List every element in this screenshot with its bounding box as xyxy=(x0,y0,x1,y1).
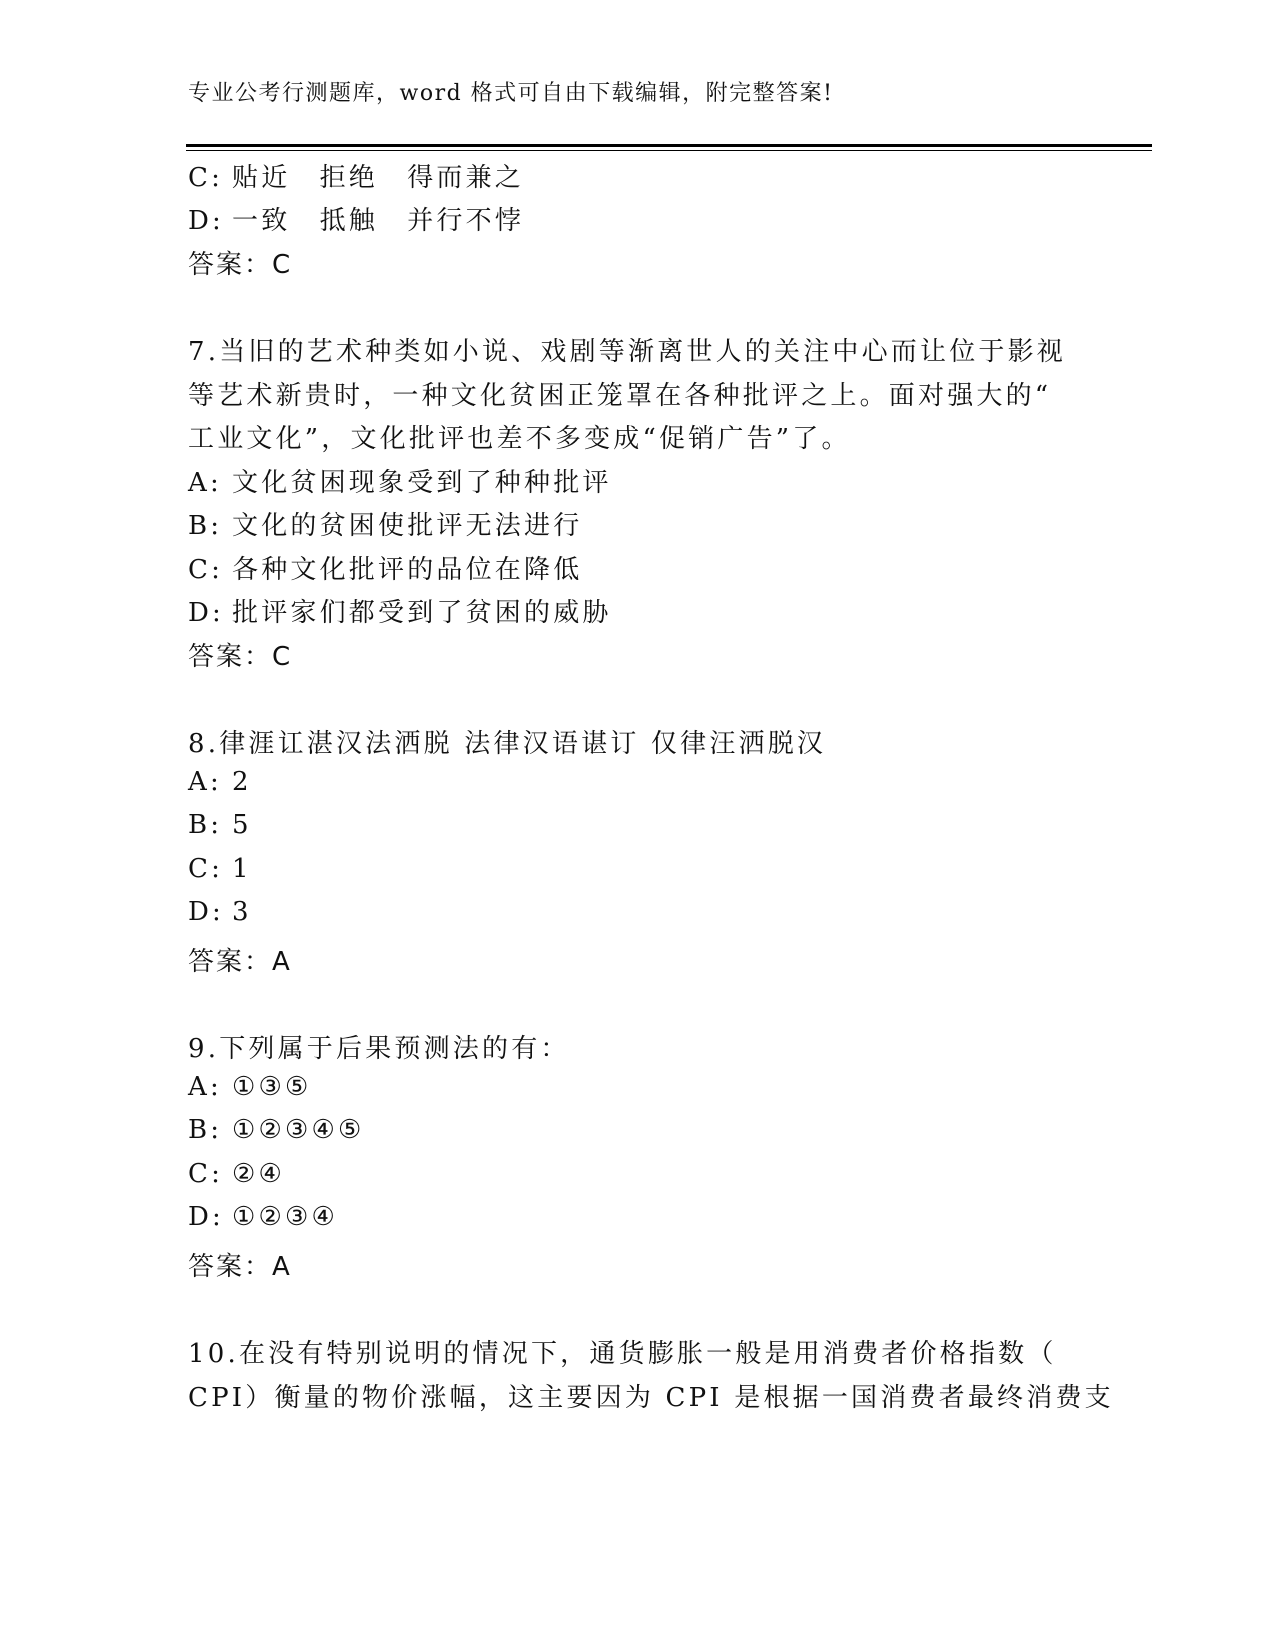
q7-stem-line-1: 7.当旧的艺术种类如小说、戏剧等渐离世人的关注中心而让位于影视 xyxy=(188,337,1067,367)
q9-answer: 答案：A xyxy=(188,1252,292,1282)
q7-option-c xyxy=(188,549,582,586)
option-text: 贴近 拒绝 得而兼之 xyxy=(232,163,525,193)
header-rule-thin xyxy=(186,150,1152,151)
q7-stem-line-2: 等艺术新贵时，一种文化贫困正笼罩在各种批评之上。面对强大的“ xyxy=(188,381,1052,411)
option-text: 文化贫困现象受到了种种批评 xyxy=(232,468,612,498)
option-text: ②④ xyxy=(232,1159,286,1189)
option-label: C: xyxy=(188,555,224,585)
option-label: B: xyxy=(188,810,223,840)
option-label: C: xyxy=(188,1159,224,1189)
option-text: ①②③④ xyxy=(232,1202,339,1232)
header-rule-thick xyxy=(186,144,1152,147)
q8-option-b xyxy=(188,810,252,840)
prev-option-d xyxy=(188,200,524,237)
option-label: C: xyxy=(188,854,224,884)
option-label: B: xyxy=(188,1115,223,1145)
option-label: A: xyxy=(188,468,222,498)
q9-option-c xyxy=(188,1159,285,1189)
q10-stem-line-2: CPI）衡量的物价涨幅，这主要因为 CPI 是根据一国消费者最终消费支 xyxy=(188,1383,1114,1413)
prev-option-c xyxy=(188,157,524,194)
option-text: 1 xyxy=(232,854,252,884)
option-text: 各种文化批评的品位在降低 xyxy=(232,555,583,585)
option-label: D: xyxy=(188,598,225,628)
option-text: ①③⑤ xyxy=(232,1072,312,1102)
q9-option-a xyxy=(188,1072,312,1102)
q8-option-c xyxy=(188,854,252,884)
option-text: 一致 抵触 并行不悖 xyxy=(232,206,525,236)
option-text: ①②③④⑤ xyxy=(232,1115,365,1145)
prev-answer: 答案：C xyxy=(188,250,293,280)
q8-option-d xyxy=(188,897,252,927)
q7-option-a xyxy=(188,462,612,499)
q7-answer: 答案：C xyxy=(188,642,293,672)
option-text: 文化的贫困使批评无法进行 xyxy=(232,511,583,541)
option-label: D: xyxy=(188,897,225,927)
q10-stem-line-1: 10.在没有特别说明的情况下，通货膨胀一般是用消费者价格指数（ xyxy=(188,1339,1057,1369)
q9-stem: 9.下列属于后果预测法的有： xyxy=(188,1034,570,1064)
q8-option-a xyxy=(188,767,252,797)
q7-option-b xyxy=(188,505,582,542)
q7-option-d xyxy=(188,592,612,629)
q9-option-b xyxy=(188,1115,365,1145)
option-text: 5 xyxy=(232,810,252,840)
page-header: 专业公考行测题库，word 格式可自由下载编辑，附完整答案! xyxy=(188,81,834,106)
option-label: D: xyxy=(188,206,225,236)
option-text: 2 xyxy=(232,767,252,797)
option-label: C: xyxy=(188,163,224,193)
option-label: D: xyxy=(188,1202,225,1232)
q7-stem-line-3: 工业文化”，文化批评也差不多变成“促销广告”了。 xyxy=(188,424,851,454)
option-label: A: xyxy=(188,767,222,797)
q8-stem: 8.律涯讧湛汉法洒脱 法律汉语谌订 仅律汪洒脱汉 xyxy=(188,729,827,759)
q8-answer: 答案：A xyxy=(188,947,292,977)
option-label: B: xyxy=(188,511,223,541)
option-text: 3 xyxy=(232,897,252,927)
option-label: A: xyxy=(188,1072,222,1102)
q9-option-d xyxy=(188,1202,338,1232)
option-text: 批评家们都受到了贫困的威胁 xyxy=(232,598,612,628)
